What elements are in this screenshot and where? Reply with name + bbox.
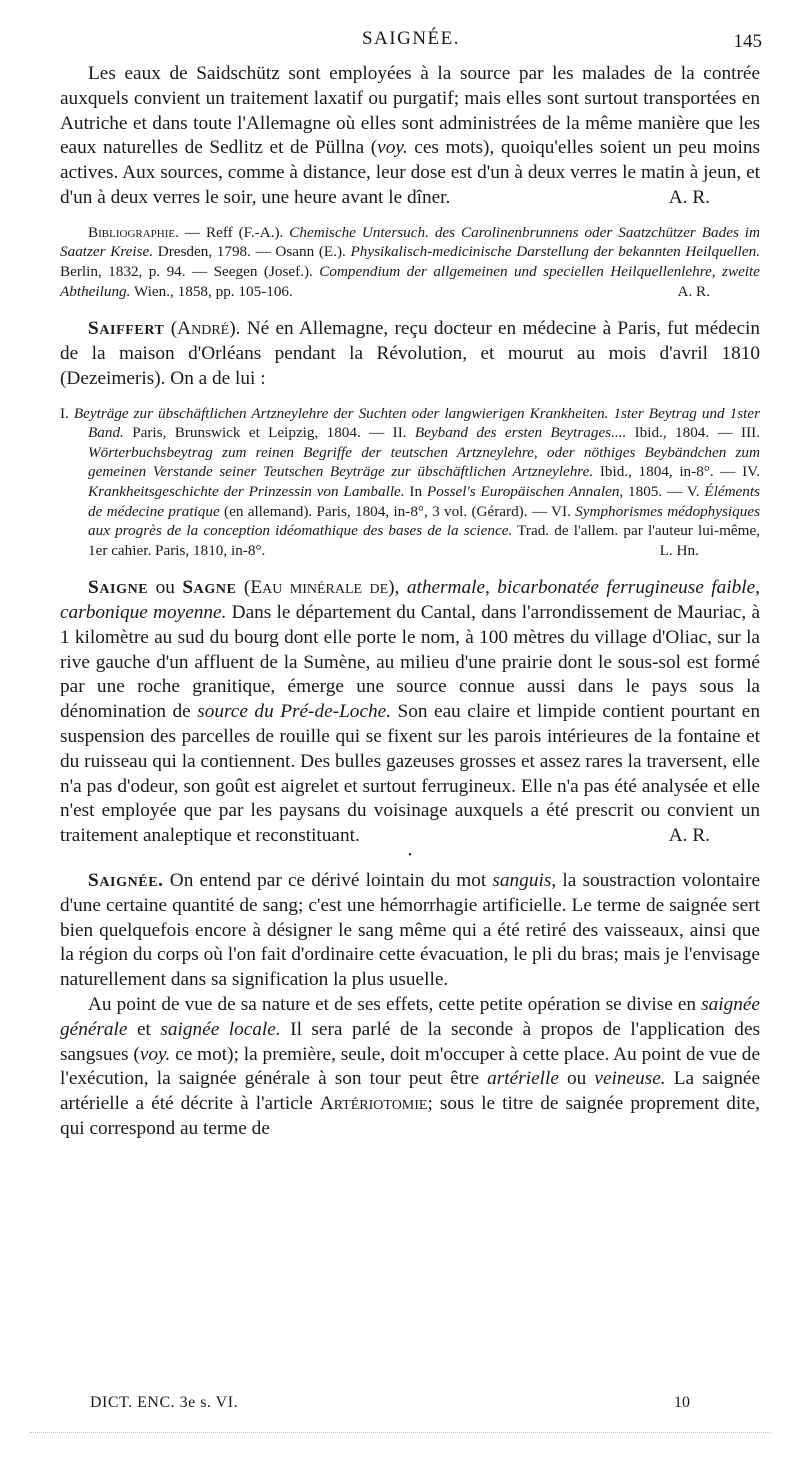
saignee-entry: Saignée. On entend par ce dérivé lointain du mot sanguis, la soustraction volontaire d'une certaine quantité de sang; c'est une hémorrhagie artificielle. Le terme de saignée sert bien quelquefois encore à désigner le sang même qui a été retiré des vaisseaux, ainsi que la région du corps où l'on fait d'ordinaire cette évacuation, le pli du bras; mais je l'envisage naturellement dans sa signification la plus usuelle. bbox=[60, 870, 760, 991]
entry-headword: Saigne bbox=[88, 577, 149, 599]
saidschutz-paragraph: Les eaux de Saidschütz sont employées à la source par les malades de la contrée auxquels convient un traitement laxatif ou purgatif; mais elles sont surtout transportées en Autriche et dans toute l'Allemagne où elles sont administrées de la même manière que les eaux naturelles de Sedlitz et de Püllna (voy. ces mots), quoiqu'elles soient un peu moins actives. Aux sources, comme à distance, leur dose est d'un à deux verres le matin à jeun, et d'un à deux verres le soir, une heure avant le dîner. A. R. bbox=[60, 62, 760, 211]
bibliography-entry: Bibliographie. — Reff (F.-A.). Chemische Untersuch. des Carolinenbrunnens oder Saatzchützer Bades im Saatzer Kreise. Dresden, 1798. — Osann (E.). Physikalisch-medicinische Darstellung der bekannten Heilquellen. Berlin, 1832, p. 94. — Seegen (Josef.). Compendium der allgemeinen und speciellen Heilquellenlehre, zweite Abtheilung. Wien., 1858, pp. 105-106. A. R. bbox=[60, 223, 761, 300]
author-signature: L. Hn. bbox=[659, 541, 699, 559]
entry-headword: Saignée. bbox=[88, 870, 164, 892]
signature-mark: DICT. ENC. 3e s. VI. bbox=[90, 1394, 239, 1411]
entry-headword-variant: Sagne bbox=[182, 577, 237, 599]
page-header bbox=[60, 28, 762, 54]
author-signature: A. R. bbox=[668, 825, 710, 847]
cross-reference: Artériotomie bbox=[319, 1093, 428, 1115]
saiffert-entry: Saiffert (André). Né en Allemagne, reçu docteur en médecine à Paris, fut médecin de la maison d'Orléans pendant la Révolution, et mourut au mois d'avril 1810 (Dezeimeris). On a de lui : bbox=[60, 318, 761, 389]
running-title: SAIGNÉE. bbox=[361, 28, 461, 49]
entry-headword: Saiffert bbox=[88, 318, 165, 340]
saiffert-works-list: I. Beyträge zur übschäftlichen Artzneylehre der Suchten oder langwierigen Krankheiten. 1ster Beytrag und 1ster Band. Paris, Brunswick et Leipzig, 1804. — II. Beyband des ersten Beytrages.... Ibid., 1804. — III. Wörterbuchsbeytrag zum reinen Begriffe der teutschen Artzneylehre, oder nöthiges Beybändchen zum gemeinen Verstande seiner Teutschen Beyträge zur übschäftlichen Artzneylehre. Ibid., 1804, in-8°. — IV. Krankheitsgeschichte der Prinzessin von Lamballe. In Possel's Europäischen Annalen, 1805. — V. Éléments de médecine pratique (en allemand). Paris, 1804, in-8°, 3 vol. (Gérard). — VI. Symphorismes médophysiques aux progrès de la conception idéomathique des bases de la science. Trad. de l'allem. par l'auteur lui-même, 1er cahier. Paris, 1810, in-8°. L. Hn. bbox=[60, 404, 760, 559]
page-number: 145 bbox=[733, 31, 762, 52]
page-footer bbox=[90, 1394, 690, 1416]
saignee-paragraph-2: Au point de vue de sa nature et de ses effets, cette petite opération se divise en saignée générale et saignée locale. Il sera parlé de la seconde à propos de l'application des sangsues (voy. ce mot); la première, seule, doit m'occuper à cette place. Au point de vue de l'exécution, la saignée générale à son tour peut être artérielle ou veineuse. La saignée artérielle a été décrite à l'article Artériotomie; sous le titre de saignée proprement dite, qui correspond au terme de bbox=[60, 994, 761, 1140]
saigne-entry: Saigne ou Sagne (Eau minérale de), athermale, bicarbonatée ferrugineuse faible, carbonique moyenne. Dans le département du Cantal, dans l'arrondissement de Mauriac, à 1 kilomètre au sud du bourg dont elle porte le nom, à 100 mètres du village d'Oliac, sur la rive gauche d'un affluent de la Sumène, au milieu d'une prairie dont le sous-sol est formé par une roche granitique, émerge une source connue aussi dans le pays sous la dénomination de source du Pré-de-Loche. Son eau claire et limpide contient pourtant en suspension des parcelles de rouille qui se fixent sur les parois intérieures de la fontaine et du ruisseau qui la contiennent. Des bulles gazeuses grosses et assez rares la traversent, elle n'a pas d'odeur, son goût est aigrelet et surtout ferrugineux. Elle n'a pas été analysée et elle n'est employée que par les paysans du voisinage auxquels a été prescrit ou convient un traitement analeptique et reconstituant. A. R. bbox=[60, 576, 760, 849]
bottom-dotted-rule bbox=[30, 1432, 770, 1433]
author-signature: A. R. bbox=[668, 186, 710, 208]
gathering-number: 10 bbox=[674, 1394, 690, 1411]
author-signature: A. R. bbox=[677, 282, 710, 300]
page-content bbox=[60, 62, 760, 1142]
separator-dot: • bbox=[408, 850, 412, 862]
